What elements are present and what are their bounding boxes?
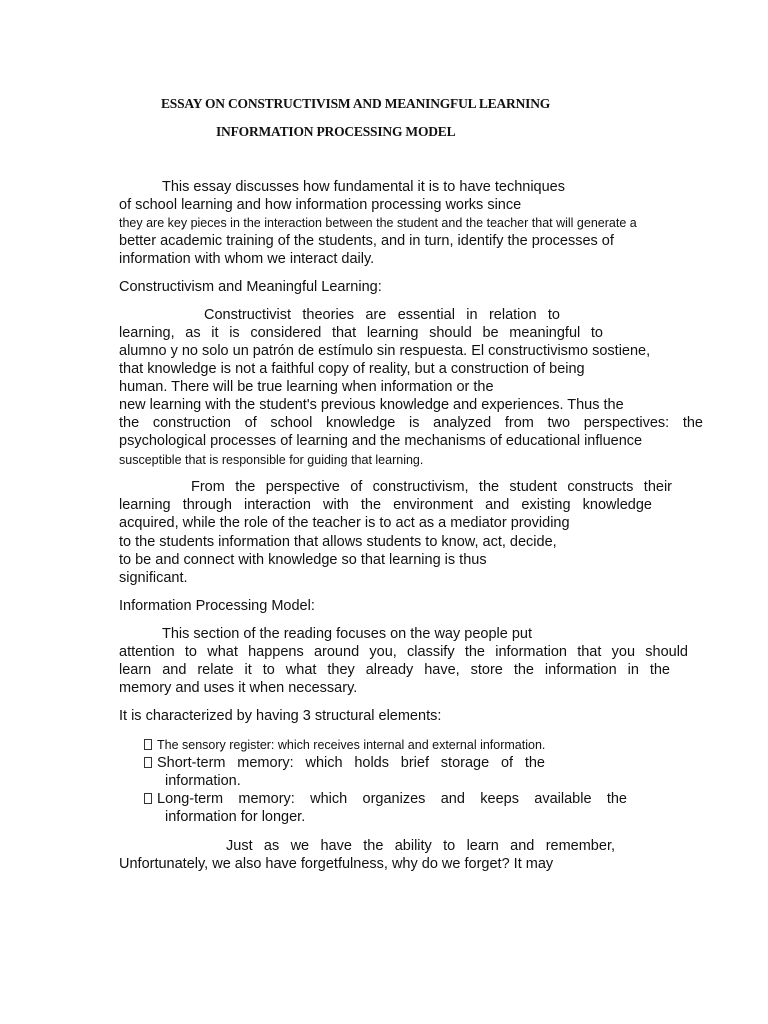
s2p-line-4: memory and uses it when necessary. [119,680,358,696]
s1p2-line-4: to the students information that allows students to know, act, decide, [119,534,557,550]
list-intro: It is characterized by having 3 structural elements: [119,708,442,724]
bullet-continuation: information. [165,773,241,789]
s1p2-line-2: learning through interaction with the environment and existing knowledge [119,497,652,513]
s2p-line-1: This section of the reading focuses on the way people put [162,626,532,642]
s1p1-line-4: that knowledge is not a faithful copy of reality, but a construction of being [119,361,585,377]
document-title: ESSAY ON CONSTRUCTIVISM AND MEANINGFUL LEARNING [161,96,551,111]
bullet-glyph-icon [144,739,152,750]
s2p-line-2: attention to what happens around you, classify the information that you should [119,644,688,660]
intro-line-5: information with whom we interact daily. [119,251,375,267]
section-heading-info-processing: Information Processing Model: [119,598,315,614]
bullet-item-sensory [144,736,728,754]
s1p2-line-6: significant. [119,570,188,586]
intro-line-1: This essay discusses how fundamental it is to have techniques [162,179,565,195]
s2p-line-3: learn and relate it to what they already have, store the information in the [119,662,670,678]
closing-line-2: Unfortunately, we also have forgetfulness, why do we forget? It may [119,856,554,872]
bullet-item-short-term [144,754,545,772]
s1p2-line-5: to be and connect with knowledge so that learning is thus [119,552,487,568]
s1p1-line-1: Constructivist theories are essential in relation to [204,307,560,323]
bullet-text: The sensory register: which receives internal and external information. [157,738,546,752]
s1p1-line-2: learning, as it is considered that learning should be meaningful to [119,325,603,341]
document-subtitle: INFORMATION PROCESSING MODEL [216,124,456,139]
s1p1-line-8: psychological processes of learning and the mechanisms of educational influence [119,433,643,449]
bullet-text: Short-term memory: which holds brief storage of the [157,755,545,771]
intro-line-2: of school learning and how information processing works since [119,197,522,213]
section-heading-constructivism: Constructivism and Meaningful Learning: [119,279,382,295]
bullet-glyph-icon [144,793,152,804]
s1p2-line-1: From the perspective of constructivism, the student constructs their [191,479,672,495]
bullet-item-long-term [144,790,627,808]
s1p1-line-3: alumno y no solo un patrón de estímulo sin respuesta. El constructivismo sostiene, [119,343,651,359]
bullet-continuation: information for longer. [165,809,306,825]
s1p1-line-9: susceptible that is responsible for guiding that learning. [119,453,424,467]
intro-line-4: better academic training of the students, and in turn, identify the processes of [119,233,614,249]
bullet-text: Long-term memory: which organizes and keeps available the [157,791,627,807]
closing-line-1: Just as we have the ability to learn and remember, [226,838,615,854]
intro-line-3: they are key pieces in the interaction between the student and the teacher that will generate a [119,216,637,230]
s1p1-line-6: new learning with the student's previous knowledge and experiences. Thus the [119,397,624,413]
bullet-glyph-icon [144,757,152,768]
s1p1-line-7: the construction of school knowledge is analyzed from two perspectives: the [119,415,703,431]
s1p2-line-3: acquired, while the role of the teacher is to act as a mediator providing [119,515,570,531]
s1p1-line-5: human. There will be true learning when information or the [119,379,494,395]
